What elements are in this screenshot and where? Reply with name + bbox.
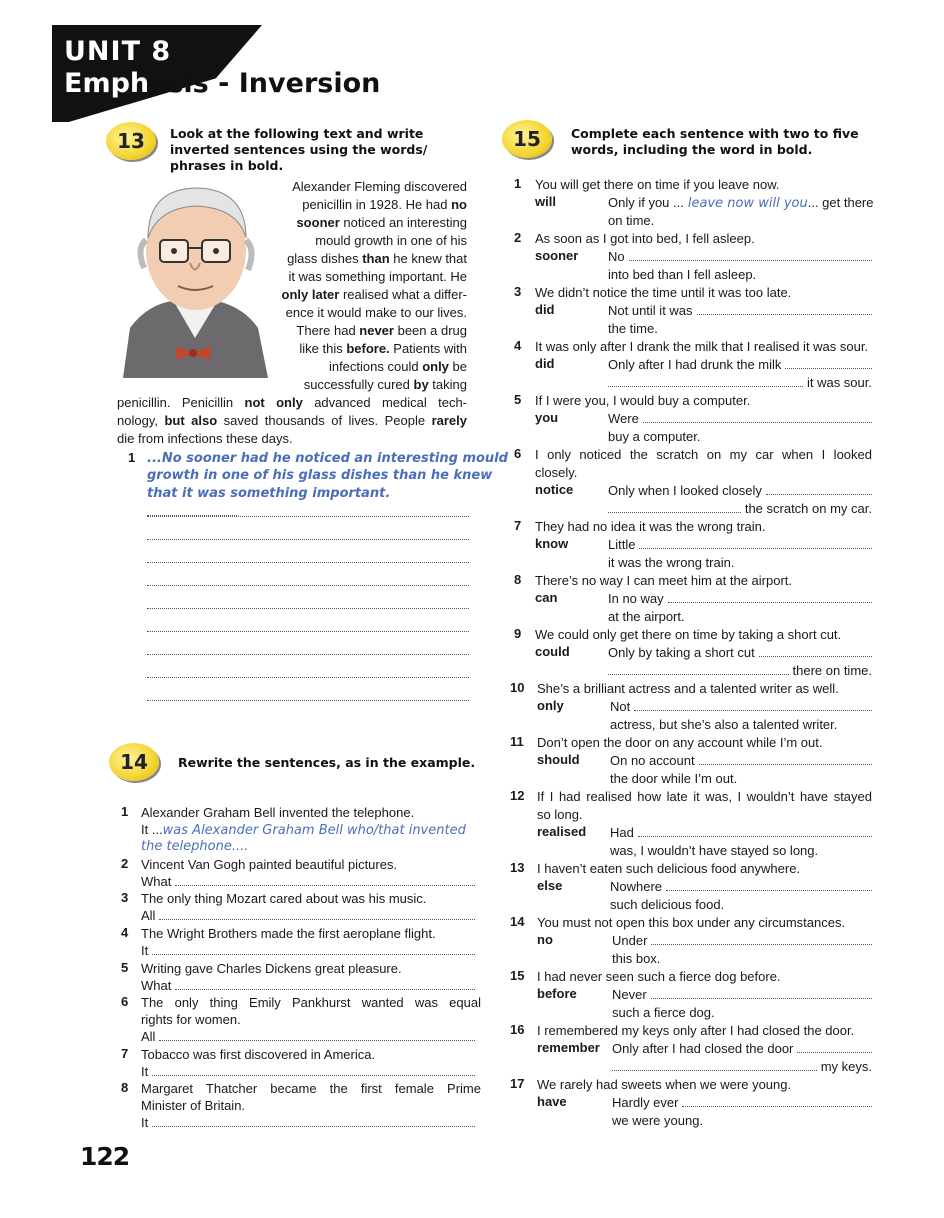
writing-line [147,539,469,540]
paragraph-line [270,376,467,394]
paragraph-line [270,196,467,214]
exercise-15-prompt: Had [610,825,634,840]
exercise-15-completion: my keys. [820,1059,872,1074]
chapter-title: Emphasis - Inversion [64,68,381,99]
exercise-14-sentence: Tobacco was first discovered in America. [141,1047,376,1062]
exercise-14-instruction: Rewrite the sentences, as in the example. [178,755,476,770]
exercise-15-answer-row-continued [608,662,872,680]
answer-blank [651,987,872,999]
answer-blank [608,501,741,513]
exercise-14-item-number: 3 [121,890,129,905]
exercise-15-sentence: We could only get there on time by taking a short cut. [535,627,842,642]
exercise-15-answer-row [612,1040,872,1058]
paragraph-text: penicillin. Penicillin [117,395,245,410]
exercise-14-prompt: It [141,1115,149,1130]
exercise-15-keyword: should [537,752,580,767]
exercise-15-answer-row [608,194,872,213]
exercise-14-prompt: What [141,978,172,993]
exercise-15-sentence: We rarely had sweets when we were young. [537,1077,792,1092]
fleming-portrait-illustration [118,178,273,378]
paragraph-line [270,358,467,376]
paragraph-text: Alexander Fleming discovered [292,179,467,194]
writing-line [147,654,469,655]
exercise-14-answer-row [141,873,475,891]
bold-keyword: than [362,251,390,266]
exercise-15-prompt: Only if you ... [608,195,684,210]
bold-keyword: only later [281,287,340,302]
exercise-15-completion: the door while I’m out. [610,771,738,786]
answer-blank [159,908,475,920]
exercise-14-answer-row [141,1063,475,1081]
exercise-14-sentence: The only thing Mozart cared about was his music. [141,891,427,906]
exercise-15-sentence: They had no idea it was the wrong train. [535,519,766,534]
paragraph-text: been a drug [393,323,467,338]
exercise-15-prompt: Under [612,933,648,948]
exercise-15-sentence: Don’t open the door on any account while I’m out. [537,735,823,750]
paragraph-text: ence it would make to our lives. [285,305,467,320]
paragraph-text: he knew that [389,251,467,266]
exercise-15-sentence: She’s a brilliant actress and a talented writer as well. [537,681,839,696]
exercise-13-instruction: Look at the following text and write inverted sentences using the words/ phrases in bold. [170,126,428,173]
exercise-15-keyword: else [537,878,563,893]
exercise-15-completion: such a fierce dog. [612,1005,715,1020]
bold-keyword: before. [346,341,390,356]
exercise-14-sentence: Vincent Van Gogh painted beautiful pictures. [141,857,398,872]
exercise-15-sentence: If I were you, I would buy a computer. [535,393,751,408]
answer-blank [152,1115,475,1127]
exercise-14-sentence: The only thing Emily Pankhurst wanted was equal [141,995,481,1010]
exercise-15-completion: such delicious food. [610,897,725,912]
page-number: 122 [80,1142,130,1171]
exercise-15-prompt: Nowhere [610,879,663,894]
exercise-15-prompt-end: ... get there [807,195,874,210]
exercise-14-item-number: 6 [121,994,129,1009]
exercise-15-prompt: Little [608,537,636,552]
exercise-15-answer-row [610,824,872,842]
exercise-15-item-number: 14 [510,914,525,929]
exercise-14-item-number: 7 [121,1046,129,1061]
exercise-15-prompt: Not [610,699,631,714]
paragraph-text: There had [296,323,360,338]
answer-blank [651,933,872,945]
writing-line [147,585,469,586]
exercise-14-sentence: Alexander Graham Bell invented the telephone. [141,805,415,820]
exercise-14-answer-row [141,977,475,995]
answer-blank [175,874,475,886]
answer-blank [634,699,872,711]
paragraph-text: noticed an interesting [339,215,467,230]
exercise-15-answer-row [608,482,872,500]
exercise-15-completion: was, I wouldn’t have stayed so long. [610,843,819,858]
exercise-15-item-number: 5 [514,392,522,407]
exercise-15-answer-row [608,644,872,662]
exercise-15-item-number: 15 [510,968,525,983]
paragraph-text: mould growth in one of his [315,233,467,248]
exercise-15-completion: on time. [608,213,655,228]
paragraph-line [117,412,467,430]
exercise-15-item-number: 8 [514,572,522,587]
exercise-15-prompt: Not until it was [608,303,693,318]
exercise-15-prompt: Only by taking a short cut [608,645,755,660]
exercise-15-item-number: 2 [514,230,522,245]
exercise-14-item-number: 2 [121,856,129,871]
exercise-15-answer-row-continued [612,1058,872,1076]
exercise-14-item-number: 1 [121,804,129,819]
exercise-15-prompt: In no way [608,591,664,606]
exercise-15-completion: at the airport. [608,609,685,624]
exercise-15-prompt: Only after I had closed the door [612,1041,794,1056]
exercise-15-prompt: On no account [610,753,695,768]
exercise-15-item-number: 17 [510,1076,525,1091]
exercise-14-sentence: The Wright Brothers made the first aeroplane flight. [141,926,436,941]
exercise-14-sentence: Margaret Thatcher became the first female Prime [141,1081,481,1096]
exercise-15-keyword: did [535,302,555,317]
answer-blank [797,1041,872,1053]
exercise-15-completion: actress, but she’s also a talented writer. [610,717,838,732]
paragraph-line [270,322,467,340]
exercise-15-completion: the time. [608,321,658,336]
exercise-15-keyword: only [537,698,564,713]
writing-line [147,516,469,517]
exercise-15-completion: the scratch on my car. [744,501,872,516]
answer-blank [638,825,872,837]
writing-line [147,700,469,701]
paragraph-text: nology, [117,413,165,428]
exercise-15-answer-row-continued [608,374,872,392]
exercise-15-completion: it was the wrong train. [608,555,735,570]
exercise-15-answer-row [612,1094,872,1112]
exercise-15-answer-row [612,986,872,1004]
bold-keyword: not only [244,395,303,410]
writing-line [147,562,469,563]
paragraph-text: be [448,359,467,374]
exercise-15-sentence: As soon as I got into bed, I fell asleep. [535,231,755,246]
exercise-15-answer-row [608,356,872,374]
paragraph-line [270,250,467,268]
exercise-15-completion: we were young. [612,1113,704,1128]
answer-blank [699,753,872,765]
exercise-14-item-number: 5 [121,960,129,975]
exercise-14-prompt: All [141,908,156,923]
paragraph-line [117,394,467,412]
paragraph-line [270,232,467,250]
answer-blank [666,879,872,891]
exercise-15-sentence-continued: closely. [535,465,578,480]
exercise-15-prompt: Were [608,411,639,426]
exercise-15-sentence: It was only after I drank the milk that I realised it was sour. [535,339,869,354]
answer-blank [608,375,803,387]
exercise-15-prompt: Hardly ever [612,1095,679,1110]
exercise-13-badge: 13 [106,122,156,160]
exercise-14-prompt: It ... [141,822,163,837]
paragraph-line [270,340,467,358]
exercise-15-badge: 15 [502,120,552,158]
paragraph-text: penicillin in 1928. He had [302,197,452,212]
exercise-15-prompt: No [608,249,625,264]
exercise-14-prompt: What [141,874,172,889]
answer-blank [152,1064,475,1076]
exercise-14-answer: was Alexander Graham Bell who/that invented [162,823,466,838]
answer-blank [612,1059,817,1071]
exercise-15-keyword: did [535,356,555,371]
exercise-15-keyword: know [535,536,569,551]
exercise-15-sentence-continued: so long. [537,807,583,822]
answer-blank [697,303,872,315]
exercise-15-item-number: 9 [514,626,522,641]
unit-title: UNIT 8 [64,36,172,67]
answer-blank [643,411,872,423]
answer-blank [629,249,872,261]
answer-blank [608,663,789,675]
exercise-15-keyword: can [535,590,558,605]
paragraph-text: saved thousands of lives. People [217,413,432,428]
exercise-14-answer-row [141,942,475,960]
exercise-13-answer-line-3: that it was something important. [147,484,469,521]
exercise-15-answer-row [608,590,872,608]
fleming-paragraph-continued [117,394,467,448]
exercise-14-sentence-continued: rights for women. [141,1012,241,1027]
exercise-15-answer-row [608,248,872,266]
exercise-14-sentence-continued: Minister of Britain. [141,1098,246,1113]
paragraph-text: Patients with [389,341,467,356]
exercise-15-item-number: 11 [510,734,524,749]
exercise-15-completion: into bed than I fell asleep. [608,267,757,282]
exercise-15-answer: leave now will you [687,196,808,211]
paragraph-text: taking [428,377,467,392]
exercise-15-answer-row-continued [608,500,872,518]
bold-keyword: only [422,359,449,374]
bold-keyword: no [451,197,467,212]
exercise-15-item-number: 1 [514,176,522,191]
exercise-15-item-number: 7 [514,518,522,533]
exercise-14-answer-row [141,907,475,925]
writing-line [147,677,469,678]
answer-blank [785,357,872,369]
bold-keyword: rarely [431,413,467,428]
exercise-15-sentence: You must not open this box under any circumstances. [537,915,846,930]
exercise-15-answer-row [610,698,872,716]
exercise-14-answer-row [141,1028,475,1046]
bold-keyword: but also [164,413,218,428]
exercise-14-item-number: 4 [121,925,129,940]
exercise-15-keyword: have [537,1094,567,1109]
paragraph-text: successfully cured [303,377,414,392]
exercise-13-item-number: 1 [128,450,136,465]
exercise-15-item-number: 3 [514,284,522,299]
exercise-15-keyword: realised [537,824,587,839]
exercise-14-item-number: 8 [121,1080,129,1095]
exercise-15-sentence: I had never seen such a fierce dog before. [537,969,781,984]
exercise-14-answer-row [141,1114,475,1132]
exercise-15-sentence: We didn’t notice the time until it was too late. [535,285,792,300]
writing-line [147,631,469,632]
paragraph-text: like this [299,341,347,356]
exercise-15-sentence: If I had realised how late it was, I wouldn’t have stayed [537,789,872,804]
exercise-15-item-number: 12 [510,788,525,803]
exercise-15-keyword: before [537,986,577,1001]
exercise-14-prompt: It [141,943,149,958]
answer-blank [682,1095,872,1107]
exercise-15-item-number: 13 [510,860,525,875]
answer-blank [152,943,475,955]
exercise-14-prompt: It [141,1064,149,1079]
paragraph-text: it was something important. He [288,269,467,284]
paragraph-line [270,268,467,286]
paragraph-line [270,286,467,304]
exercise-15-prompt: Never [612,987,647,1002]
exercise-14-sentence: Writing gave Charles Dickens great pleasure. [141,961,402,976]
exercise-15-keyword: could [535,644,570,659]
exercise-15-answer-row [610,752,872,770]
exercise-15-completion: buy a computer. [608,429,701,444]
exercise-13-answer-line-2: growth in one of his glass dishes than he knew [147,468,493,483]
exercise-15-keyword: sooner [535,248,579,263]
exercise-15-item-number: 16 [510,1022,525,1037]
exercise-14-badge: 14 [109,743,159,781]
paragraph-text: realised what a differ- [339,287,467,302]
exercise-15-instruction: Complete each sentence with two to five words, including the word in bold. [571,126,859,157]
exercise-15-answer-row [612,932,872,950]
exercise-15-keyword: notice [535,482,574,497]
paragraph-line [270,214,467,232]
paragraph-text: die from infections these days. [117,431,293,446]
exercise-15-sentence: You will get there on time if you leave now. [535,177,780,192]
bold-keyword: by [413,377,429,392]
answer-blank [175,978,475,990]
bold-keyword: never [359,323,394,338]
exercise-13-answer-line-1: ...No sooner had he noticed an interesting mould [147,451,508,466]
exercise-15-completion: this box. [612,951,661,966]
answer-blank [766,483,872,495]
paragraph-text: advanced medical tech- [302,395,468,410]
paragraph-line [117,430,467,448]
exercise-15-prompt: Only after I had drunk the milk [608,357,782,372]
exercise-15-keyword: remember [537,1040,600,1055]
exercise-15-answer-row [608,302,872,320]
answer-blank [639,537,872,549]
exercise-15-completion: it was sour. [806,375,872,390]
exercise-15-prompt: Only when I looked closely [608,483,762,498]
paragraph-text: infections could [328,359,423,374]
fleming-paragraph [270,178,467,394]
exercise-15-sentence: I haven’t eaten such delicious food anywhere. [537,861,801,876]
exercise-14-prompt: All [141,1029,156,1044]
writing-line [147,608,469,609]
bold-keyword: sooner [296,215,340,230]
paragraph-line [270,304,467,322]
exercise-15-keyword: will [535,194,556,209]
exercise-15-item-number: 6 [514,446,522,461]
exercise-15-keyword: you [535,410,559,425]
exercise-15-sentence: There’s no way I can meet him at the airport. [535,573,792,588]
paragraph-text: glass dishes [287,251,363,266]
exercise-15-answer-row [608,410,872,428]
exercise-15-item-number: 10 [510,680,525,695]
exercise-15-keyword: no [537,932,553,947]
answer-blank [759,645,872,657]
exercise-15-item-number: 4 [514,338,522,353]
answer-blank [668,591,872,603]
paragraph-line [270,178,467,196]
exercise-14-answer-continued: the telephone.... [141,839,249,854]
answer-blank [159,1029,475,1041]
exercise-15-sentence: I remembered my keys only after I had closed the door. [537,1023,855,1038]
exercise-15-completion: there on time. [792,663,872,678]
exercise-15-answer-row [608,536,872,554]
exercise-15-answer-row [610,878,872,896]
exercise-15-sentence: I only noticed the scratch on my car when I looked [535,447,872,462]
